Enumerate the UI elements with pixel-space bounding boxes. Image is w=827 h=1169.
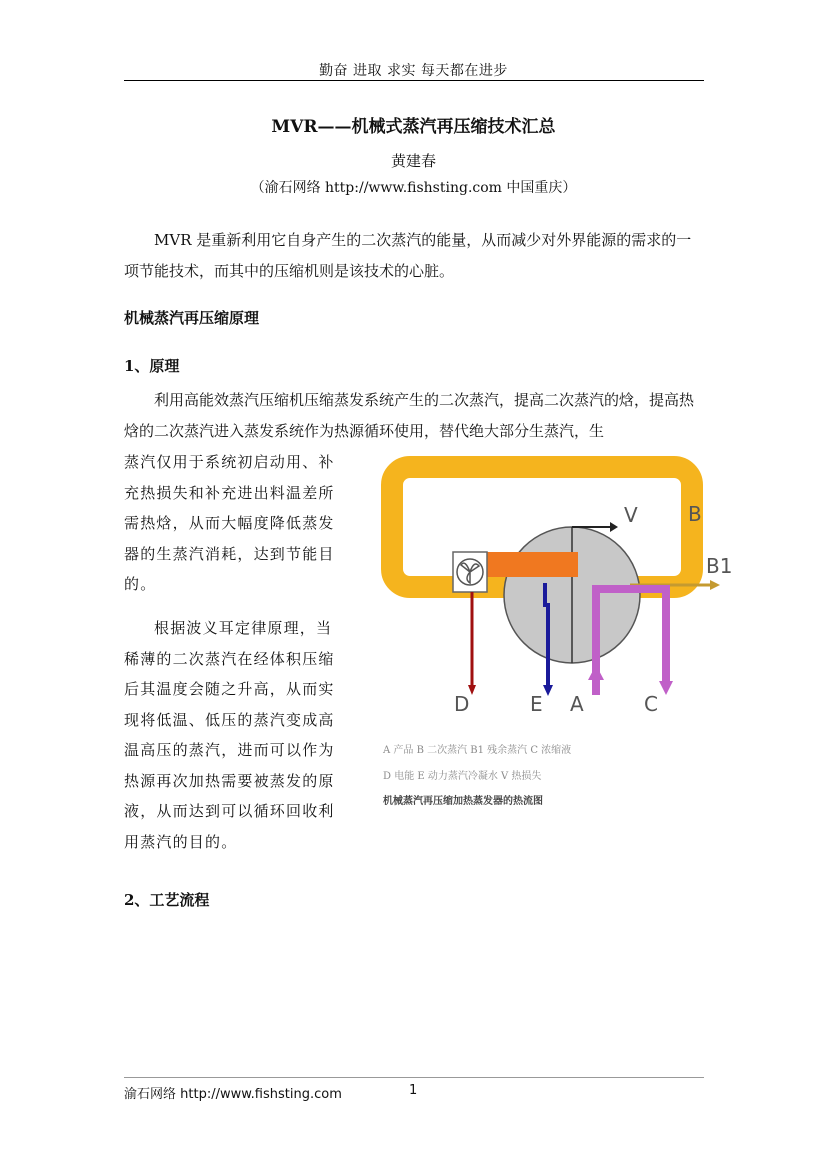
- principle-paragraph-full-width: 利用高能效蒸汽压缩机压缩蒸发系统产生的二次蒸汽，提高二次蒸汽的焓，提高热焓的二次蒸汽进入蒸发系统作为热源循环使用，替代绝大部分生蒸汽，生: [124, 391, 695, 440]
- figure-legend-line-1: A 产品 B 二次蒸汽 B1 残余蒸汽 C 浓缩液: [383, 745, 572, 756]
- figure-legend-line-2: D 电能 E 动力蒸汽冷凝水 V 热损失: [383, 771, 542, 782]
- label-d: D: [454, 692, 470, 716]
- page-number: 1: [409, 1083, 418, 1098]
- figure-caption: 机械蒸汽再压缩加热蒸发器的热流图: [383, 796, 543, 807]
- article-author: 黄建春: [390, 152, 436, 170]
- boyle-law-paragraph: 根据波义耳定律原理，当稀薄的二次蒸汽在经体积压缩后其温度会随之升高，从而实现将低温、低压的蒸汽变成高温高压的蒸汽，进而可以作为热源再次加热需要被蒸发的原液，从而达到可以循环回收利用蒸汽的目的。: [124, 619, 335, 851]
- header-rule: [124, 80, 704, 81]
- mvr-heat-flow-diagram: [370, 455, 760, 740]
- footer-site: 渝石网络 http://www.fishsting.com: [124, 1087, 342, 1102]
- label-c: C: [644, 692, 658, 716]
- compressed-vapor-band: [480, 552, 578, 577]
- section-heading: 机械蒸汽再压缩原理: [124, 309, 260, 327]
- article-affiliation: （渝石网络 http://www.fishsting.com 中国重庆）: [250, 180, 577, 196]
- subsection-heading-1: 1、原理: [124, 357, 180, 375]
- principle-paragraph-wrapped: 蒸汽仅用于系统初启动用、补充热损失和补充进出料温差所需热焓，从而大幅度降低蒸发器的生蒸汽消耗，达到节能目的。: [124, 453, 335, 593]
- page-header-motto: 勤奋 进取 求实 每天都在进步: [319, 63, 508, 79]
- label-v: V: [624, 503, 638, 527]
- subsection-heading-2: 2、工艺流程: [124, 891, 210, 909]
- label-e: E: [530, 692, 543, 716]
- footer-rule: [124, 1077, 704, 1078]
- label-b1: B1: [706, 554, 733, 578]
- label-a: A: [570, 692, 584, 716]
- label-b: B: [688, 502, 702, 526]
- article-title: MVR——机械式蒸汽再压缩技术汇总: [271, 117, 556, 137]
- intro-paragraph: MVR 是重新利用它自身产生的二次蒸汽的能量，从而减少对外界能源的需求的一项节能技术，而其中的压缩机则是该技术的心脏。: [124, 231, 692, 280]
